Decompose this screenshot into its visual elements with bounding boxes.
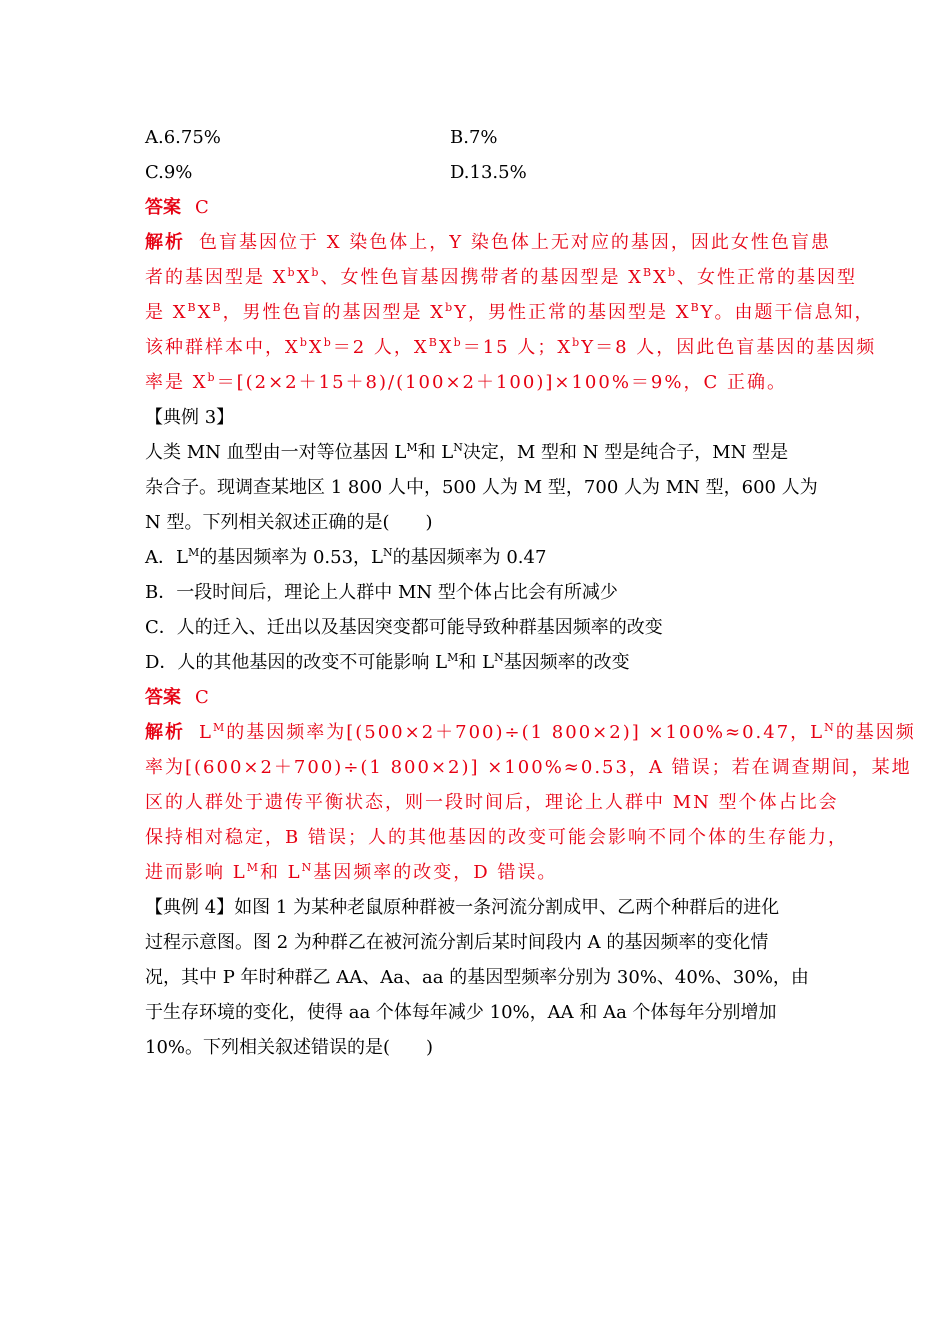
answer-label: 答案 <box>145 197 181 218</box>
analysis-line <box>145 715 916 750</box>
analysis-line <box>145 365 815 400</box>
answer-value: C <box>195 197 209 218</box>
analysis-label: 解析 <box>145 722 185 743</box>
text-segment: 决定，M 型和 N 型是纯合子，MN 型是 <box>462 442 789 463</box>
text-segment: 过程示意图。图 2 为种群乙在被河流分割后某时间段内 A 的基因频率的变化情 <box>145 932 769 953</box>
text-segment: 是 X <box>145 302 188 323</box>
text-segment: 率为[(600×2＋700)÷(1 800×2)] ×100%≈0.53，A 错误；若在调查期间，某地 <box>145 757 912 778</box>
superscript: B <box>690 301 701 314</box>
options-row-ab <box>145 120 815 155</box>
superscript: b <box>299 336 309 349</box>
text-segment: 和 L <box>417 442 454 463</box>
analysis-text: 色盲基因位于 X 染色体上，Y 染色体上无对应的基因，因此女性色盲患 <box>199 232 831 253</box>
text-segment: N 型。下列相关叙述正确的是( ) <box>145 512 433 533</box>
superscript: b <box>572 336 582 349</box>
analysis-line <box>145 330 877 365</box>
option-a: A.6.75% <box>145 127 221 148</box>
answer-line <box>145 190 815 225</box>
text-segment: 如图 1 为某种老鼠原种群被一条河流分割成甲、乙两个种群后的进化 <box>234 897 780 918</box>
text-segment: 区的人群处于遗传平衡状态，则一段时间后，理论上人群中 MN 型个体占比会 <box>145 792 839 813</box>
text-segment: 保持相对稳定，B 错误；人的其他基因的改变可能会影响不同个体的生存能力， <box>145 827 848 848</box>
analysis-line <box>145 260 857 295</box>
superscript: N <box>453 441 463 454</box>
superscript: b <box>207 371 217 384</box>
analysis-line <box>145 855 815 890</box>
option-c <box>145 610 815 645</box>
question-line <box>145 890 815 925</box>
superscript: M <box>187 546 200 559</box>
text-segment: B．一段时间后，理论上人群中 MN 型个体占比会有所减少 <box>145 582 618 603</box>
option-d <box>145 645 815 680</box>
superscript: N <box>494 651 504 664</box>
text-segment: A．L <box>145 547 188 568</box>
superscript: B <box>428 336 439 349</box>
option-d: D.13.5% <box>450 162 527 183</box>
superscript: b <box>287 266 297 279</box>
text-segment: 杂合子。现调查某地区 1 800 人中，500 人为 M 型，700 人为 MN 型，600 人为 <box>145 477 818 498</box>
text-segment: 的基因频 <box>835 722 916 743</box>
analysis-line <box>145 820 848 855</box>
analysis-label: 解析 <box>145 232 185 253</box>
text-segment: 进而影响 L <box>145 862 247 883</box>
text-segment: ＝[(2×2＋15＋8)/(100×2＋100)]×100%＝9%，C 正确。 <box>216 372 787 393</box>
question-line <box>145 435 815 470</box>
superscript: B <box>212 301 223 314</box>
option-a <box>145 540 815 575</box>
answer-value: C <box>195 687 209 708</box>
text-segment: ＝2 人，X <box>332 337 429 358</box>
text-segment: ＝15 人；X <box>462 337 573 358</box>
analysis-line <box>145 785 839 820</box>
text-segment: 、女性色盲基因携带者的基因型是 X <box>320 267 644 288</box>
text-segment: L <box>199 722 213 743</box>
text-segment: X <box>653 267 668 288</box>
analysis-line <box>145 225 831 260</box>
text-segment: X <box>296 267 312 288</box>
text-segment: 者的基因型是 X <box>145 267 288 288</box>
superscript: N <box>824 721 836 734</box>
text-segment: 的基因频率为[(500×2＋700)÷(1 800×2)] ×100%≈0.47，L <box>226 722 825 743</box>
text-segment: 10%。下列相关叙述错误的是( ) <box>145 1037 434 1058</box>
superscript: M <box>447 651 459 664</box>
superscript: M <box>212 721 227 734</box>
question-line <box>145 1030 815 1065</box>
superscript: M <box>246 861 260 874</box>
analysis-line <box>145 295 875 330</box>
text-segment: X <box>197 302 213 323</box>
options-row-cd <box>145 155 815 190</box>
analysis-line <box>145 750 912 785</box>
text-segment: 人类 MN 血型由一对等位基因 L <box>145 442 407 463</box>
superscript: B <box>187 301 198 314</box>
superscript: N <box>301 861 314 874</box>
question-line <box>145 505 815 540</box>
text-segment: 该种群样本中，X <box>145 337 300 358</box>
text-segment: 和 L <box>458 652 495 673</box>
text-segment: ，男性色盲的基因型是 X <box>222 302 446 323</box>
superscript: B <box>643 266 654 279</box>
text-segment: 、女性正常的基因型 <box>676 267 857 288</box>
text-segment: 的基因频率为 0.53，L <box>199 547 383 568</box>
question-line <box>145 995 815 1030</box>
superscript: b <box>323 336 333 349</box>
text-segment: Y。由题干信息知， <box>700 302 875 323</box>
answer-line <box>145 680 815 715</box>
text-segment: X <box>438 337 454 358</box>
superscript: N <box>382 546 393 559</box>
text-segment: 于生存环境的变化，使得 aa 个体每年减少 10%，AA 和 Aa 个体每年分别增加 <box>145 1002 777 1023</box>
text-segment: 率是 X <box>145 372 208 393</box>
option-b <box>145 575 815 610</box>
text-segment: X <box>308 337 324 358</box>
option-c: C.9% <box>145 162 193 183</box>
text-segment: Y，男性正常的基因型是 X <box>454 302 691 323</box>
superscript: b <box>667 266 677 279</box>
document-page <box>145 120 916 1065</box>
example-3-title <box>145 400 815 435</box>
question-line <box>145 925 815 960</box>
text-segment: 况，其中 P 年时种群乙 AA、Aa、aa 的基因型频率分别为 30%、40%、30%，由 <box>145 967 809 988</box>
text-segment: C．人的迁入、迁出以及基因突变都可能导致种群基因频率的改变 <box>145 617 663 638</box>
text-segment: 和 L <box>259 862 302 883</box>
superscript: b <box>445 301 455 314</box>
text-segment: 基因频率的改变 <box>503 652 630 673</box>
superscript: b <box>311 266 321 279</box>
text-segment: D．人的其他基因的改变不可能影响 L <box>145 652 448 673</box>
superscript: b <box>453 336 463 349</box>
text-segment: 的基因频率为 0.47 <box>392 547 547 568</box>
text-segment: 基因频率的改变，D 错误。 <box>313 862 558 883</box>
superscript: M <box>406 441 418 454</box>
question-line <box>145 960 815 995</box>
text-segment: Y＝8 人，因此色盲基因的基因频 <box>581 337 877 358</box>
example-tag: 【典例 3】 <box>145 407 235 428</box>
question-line <box>145 470 818 505</box>
option-b: B.7% <box>450 127 498 148</box>
example-tag: 【典例 4】 <box>145 897 235 918</box>
answer-label: 答案 <box>145 687 181 708</box>
